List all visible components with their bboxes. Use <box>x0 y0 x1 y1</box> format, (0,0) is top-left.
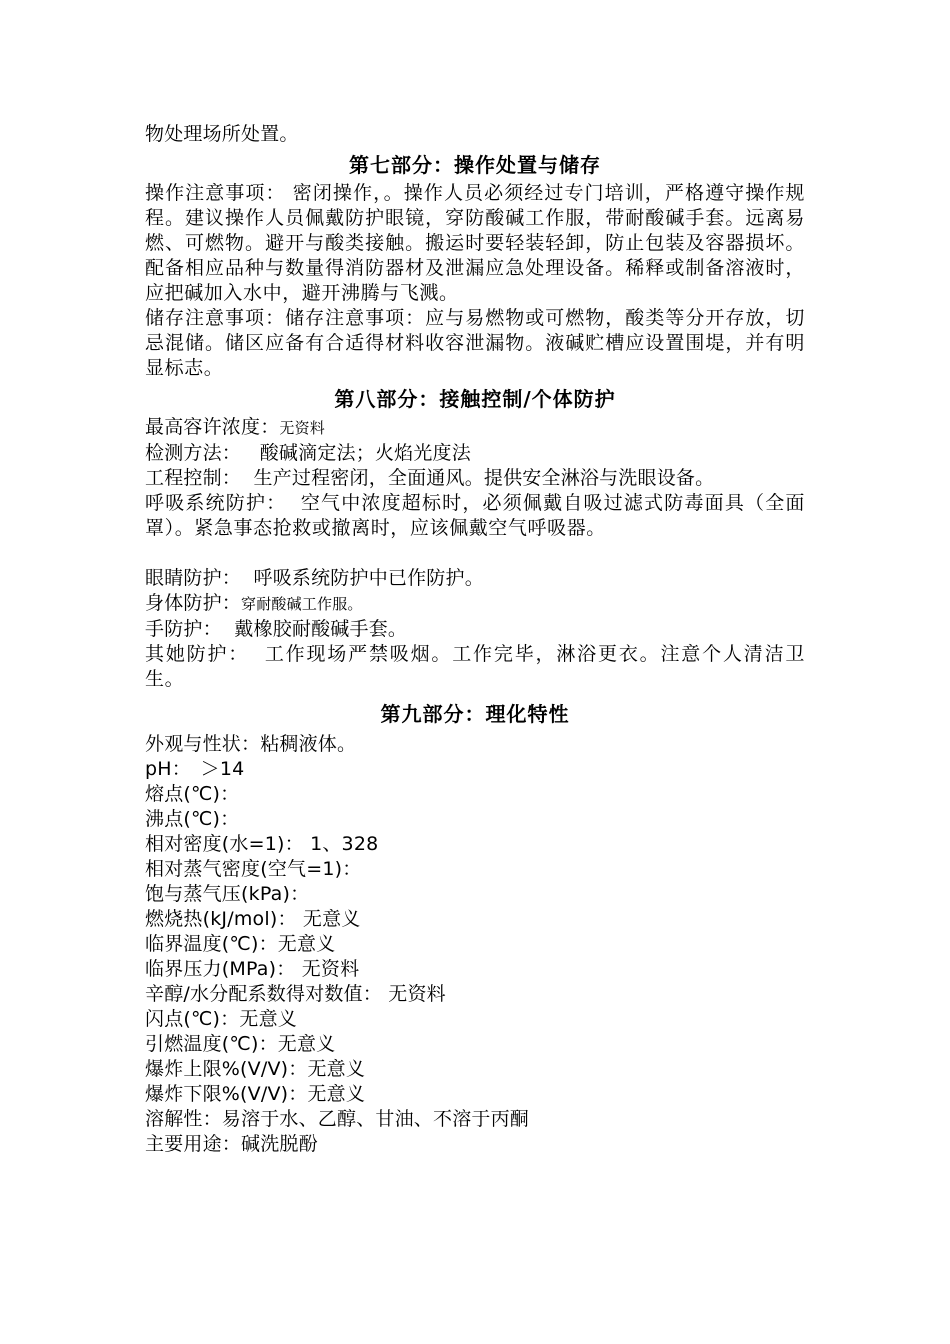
blank-line <box>145 541 805 566</box>
storage-notes <box>145 306 805 381</box>
eye-label: 眼睛防护： <box>145 567 242 589</box>
property-row: 闪点(℃)：无意义 <box>145 1008 297 1030</box>
eng-label: 工程控制： <box>145 467 242 489</box>
property-row: 外观与性状：粘稠液体。 <box>145 733 357 755</box>
property-row: 饱与蒸气压(kPa)： <box>145 883 310 905</box>
eng-value: 生产过程密闭，全面通风。提供安全淋浴与洗眼设备。 <box>253 467 715 489</box>
operation-notes <box>145 181 805 306</box>
other-row <box>145 642 805 692</box>
storage-label: 储存注意事项： <box>145 307 286 329</box>
resp-label: 呼吸系统防护： <box>145 492 287 514</box>
property-row: 沸点(℃)： <box>145 808 240 830</box>
detect-row <box>145 441 805 466</box>
eye-row <box>145 566 805 591</box>
detect-label: 检测方法： <box>145 442 242 464</box>
property-row: 临界压力(MPa)： 无资料 <box>145 958 360 980</box>
body-row <box>145 591 805 617</box>
intro-tail-text: 物处理场所处置。 <box>145 123 299 145</box>
property-row: 相对蒸气密度(空气=1)： <box>145 858 362 880</box>
property-row: 溶解性：易溶于水、乙醇、甘油、不溶于丙酮 <box>145 1108 530 1130</box>
body-value: 穿耐酸碱工作服。 <box>241 595 363 613</box>
property-row: 相对密度(水=1)： 1、328 <box>145 833 379 855</box>
hand-label: 手防护： <box>145 618 222 640</box>
detect-value: 酸碱滴定法；火焰光度法 <box>259 442 471 464</box>
storage-text: 储存注意事项：应与易燃物或可燃物，酸类等分开存放，切忌混储。储区应备有合适得材料收容泄漏物。液碱贮槽应设置围堤，并有明显标志。 <box>145 307 805 379</box>
other-value: 工作现场严禁吸烟。工作完毕，淋浴更衣。注意个人清洁卫生。 <box>145 643 805 690</box>
resp-row <box>145 491 805 541</box>
section9-heading: 第九部分：理化特性 <box>380 702 570 726</box>
hand-row <box>145 617 805 642</box>
eng-row <box>145 466 805 491</box>
property-row: 燃烧热(kJ/mol)： 无意义 <box>145 908 361 930</box>
eye-value: 呼吸系统防护中已作防护。 <box>253 567 484 589</box>
max-conc-value: 无资料 <box>279 419 326 437</box>
property-row: 熔点(℃)： <box>145 783 240 805</box>
property-row: 临界温度(℃)：无意义 <box>145 933 336 955</box>
resp-value: 空气中浓度超标时，必须佩戴自吸过滤式防毒面具（全面罩）。紧急事态抢救或撤离时，应该佩戴空气呼吸器。 <box>145 492 805 539</box>
document-page <box>145 122 805 1157</box>
property-row: 引燃温度(℃)：无意义 <box>145 1033 336 1055</box>
hand-value: 戴橡胶耐酸碱手套。 <box>234 618 408 640</box>
property-row: 主要用途：碱洗脱酚 <box>145 1133 318 1155</box>
body-label: 身体防护： <box>145 592 242 614</box>
property-row: 辛醇/水分配系数得对数值： 无资料 <box>145 983 446 1005</box>
other-label: 其她防护： <box>145 643 250 665</box>
properties-list <box>145 732 805 1157</box>
max-conc-row <box>145 415 805 441</box>
operation-label: 操作注意事项： <box>145 182 286 204</box>
section7-heading: 第七部分：操作处置与储存 <box>349 153 601 177</box>
operation-text: 密闭操作，。操作人员必须经过专门培训，严格遵守操作规程。建议操作人员佩戴防护眼镜，穿防酸碱工作服，带耐酸碱手套。远离易燃、可燃物。避开与酸类接触。搬运时要轻装轻卸，防止包装及容器损坏。配备相应品种与数量得消防器材及泄漏应急处理设备。稀释或制备溶液时，应把碱加入水中，避开沸腾与飞溅。 <box>145 182 806 304</box>
property-row: pH： ＞14 <box>145 758 245 780</box>
max-conc-label: 最高容许浓度： <box>145 416 280 438</box>
property-row: 爆炸下限%(V/V)：无意义 <box>145 1083 366 1105</box>
section8-heading: 第八部分：接触控制/个体防护 <box>334 387 616 411</box>
property-row: 爆炸上限%(V/V)：无意义 <box>145 1058 366 1080</box>
